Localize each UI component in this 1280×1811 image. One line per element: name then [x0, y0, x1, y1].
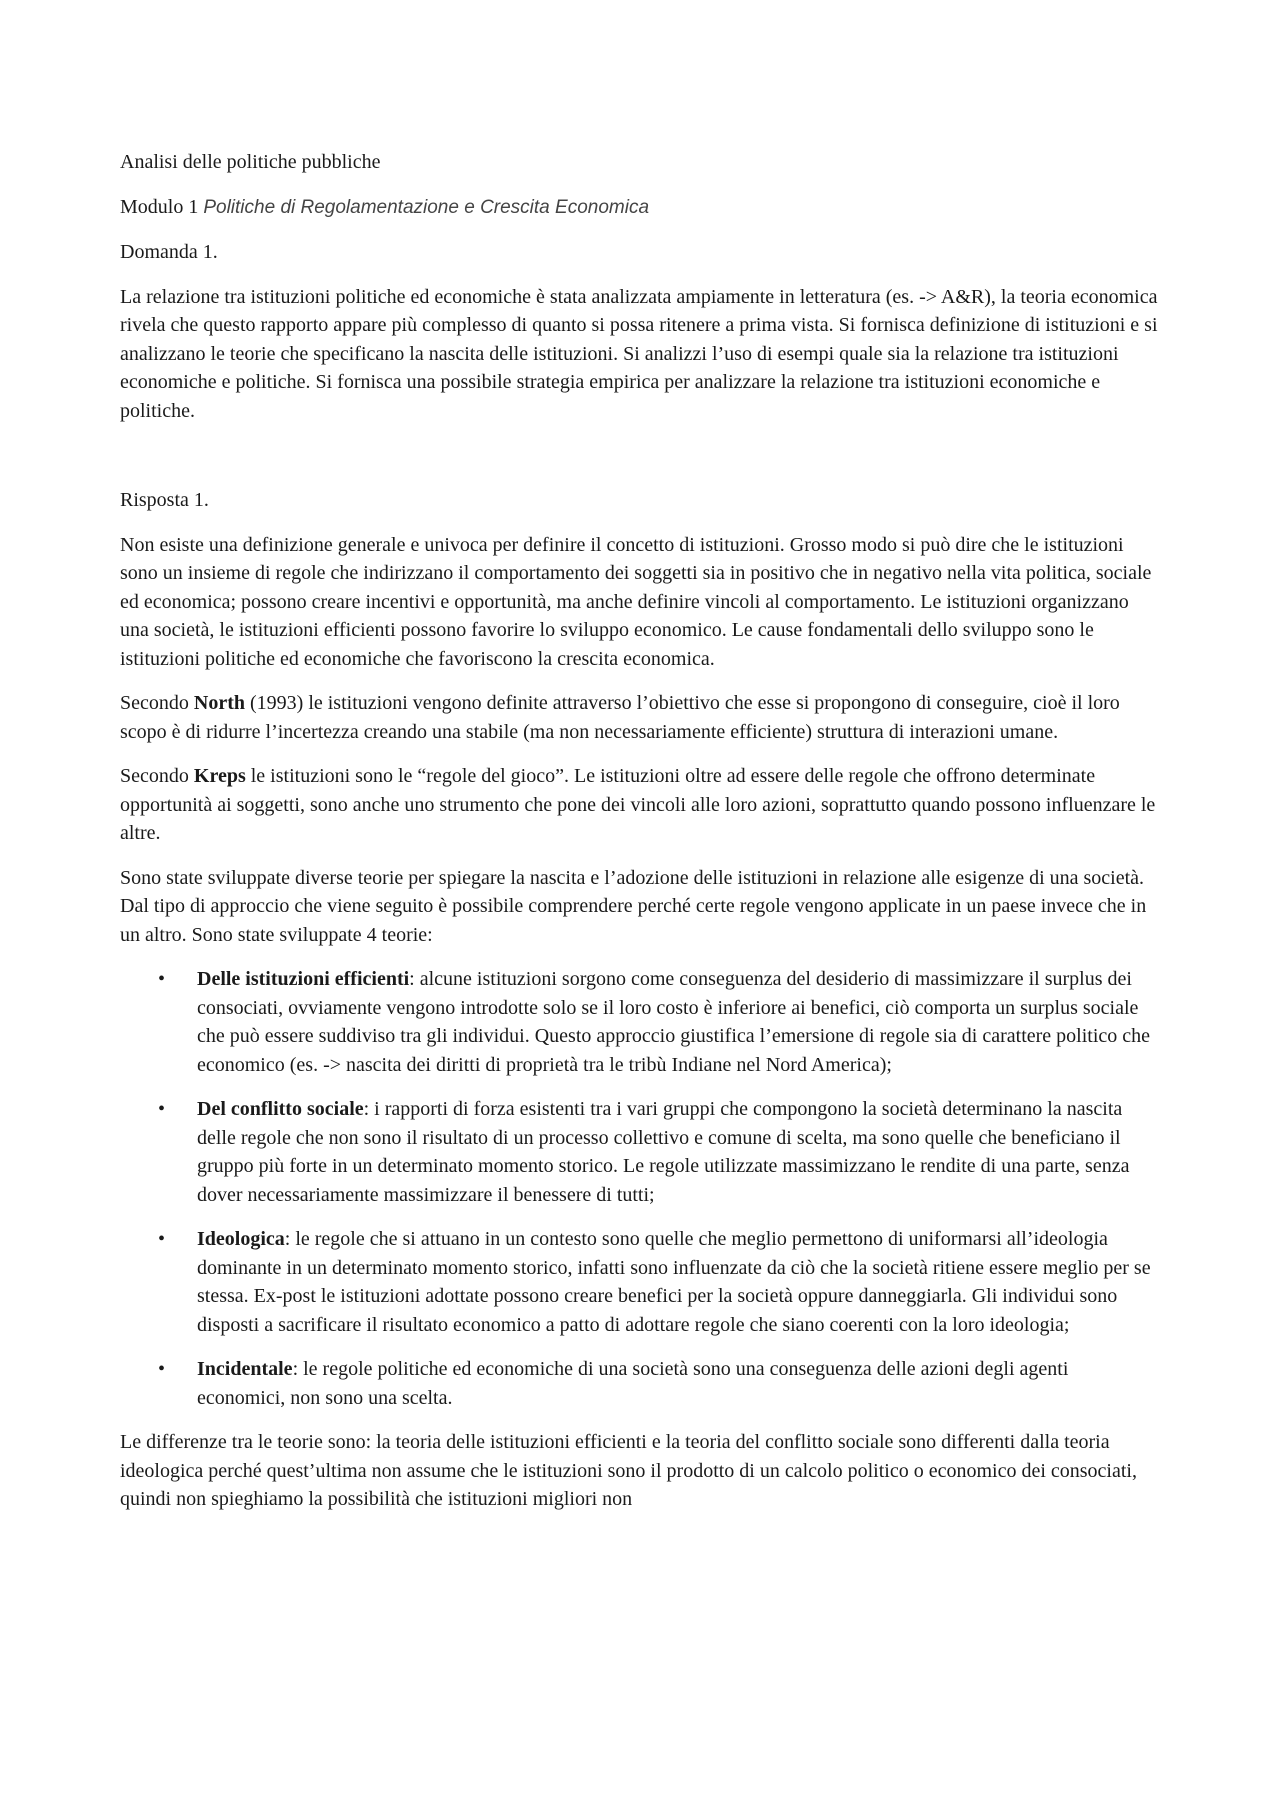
question-label: Domanda 1. — [120, 241, 218, 263]
theory-name: Ideologica — [197, 1228, 285, 1250]
north-name: North — [193, 692, 245, 714]
theory-text: : le regole che si attuano in un contesto sono quelle che meglio permettono di uniformarsi all’ideologia dominante in un determinato momento storico, infatti sono influenzate da ciò che la società ritiene essere meglio per se stessa. Ex-post le istituzioni adottate possono creare benefici per la società oppure danneggiarla. Gli individui sono disposti a sacrificare il risultato economico a patto di adottare regole che siano coerenti con la loro ideologia; — [197, 1228, 1151, 1336]
theory-text: : i rapporti di forza esistenti tra i vari gruppi che compongono la società determinano la nascita delle regole che non sono il risultato di un processo collettivo e comune di scelta, ma sono quelle che beneficiano il gruppo più forte in un determinato momento storico. Le regole utilizzate massimizzano le rendite di una parte, senza dover necessariamente massimizzare il benessere di tutti; — [197, 1098, 1130, 1206]
theory-name: Delle istituzioni efficienti — [197, 968, 410, 990]
list-item — [197, 1095, 1160, 1209]
module-label: Modulo 1 — [120, 195, 199, 218]
theory-text: : le regole politiche ed economiche di una società sono una conseguenza delle azioni degli agenti economici, non sono una scelta. — [197, 1358, 1069, 1409]
list-item — [197, 1355, 1160, 1412]
kreps-name: Kreps — [193, 765, 246, 787]
north-paragraph — [120, 689, 1160, 746]
theory-text: : alcune istituzioni sorgono come conseguenza del desiderio di massimizzare il surplus dei consociati, ovviamente vengono introdotte solo se il loro costo è inferiore ai benefici, ciò comporta un surplus sociale che può essere suddiviso tra gli individui. Questo approccio giustifica l’emersione di regole sia di carattere politico che economico (es. -> nascita dei diritti di proprietà tra le tribù Indiane nel Nord America); — [197, 968, 1151, 1076]
document-page — [120, 148, 1160, 1530]
theory-name: Incidentale — [197, 1358, 293, 1380]
answer-intro: Non esiste una definizione generale e univoca per definire il concetto di istituzioni. Grosso modo si può dire che le istituzioni sono un insieme di regole che indirizzano il comportamento dei soggetti sia in positivo che in negativo nella vita politica, sociale ed economica; possono creare incentivi e opportunità, ma anche definire vincoli al comportamento. Le istituzioni organizzano una società, le istituzioni efficienti possono favorire lo sviluppo economico. Le cause fondamentali dello sviluppo sono le istituzioni politiche ed economiche che favoriscono la crescita economica. — [120, 533, 1152, 670]
kreps-prefix: Secondo — [120, 765, 194, 787]
theories-intro: Sono state sviluppate diverse teorie per spiegare la nascita e l’adozione delle istituzioni in relazione alle esigenze di una società. Dal tipo di approccio che viene seguito è possibile comprendere perché certe regole vengono applicate in un paese invece che in un altro. Sono state sviluppate 4 teorie: — [120, 866, 1147, 946]
list-item — [197, 965, 1160, 1079]
course-title: Analisi delle politiche pubbliche — [120, 151, 381, 173]
theory-name: Del conflitto sociale — [197, 1098, 364, 1120]
list-item — [197, 1225, 1160, 1339]
north-prefix: Secondo — [120, 692, 194, 714]
question-text: La relazione tra istituzioni politiche ed economiche è stata analizzata ampiamente in letteratura (es. -> A&R), la teoria economica rivela che questo rapporto appare più complesso di quanto si possa ritenere a prima vista. Si fornisca definizione di istituzioni e si analizzano le teorie che specificano la nascita delle istituzioni. Si analizzi l’uso di esempi quale sia la relazione tra istituzioni economiche e politiche. Si fornisca una possibile strategia empirica per analizzare la relazione tra istituzioni economiche e politiche. — [120, 285, 1158, 422]
differences-paragraph: Le differenze tra le teorie sono: la teoria delle istituzioni efficienti e la teoria del conflitto sociale sono differenti dalla teoria ideologica perché quest’ultima non assume che le istituzioni sono il prodotto di un calcolo politico o economico dei consociati, quindi non spieghiamo la possibilità che istituzioni migliori non — [120, 1431, 1137, 1510]
theories-list — [120, 965, 1160, 1412]
answer-label: Risposta 1. — [120, 489, 209, 511]
section-gap — [120, 441, 1160, 486]
kreps-paragraph — [120, 762, 1160, 848]
kreps-text: le istituzioni sono le “regole del gioco”. Le istituzioni oltre ad essere delle regole che offrono determinate opportunità ai soggetti, sono anche uno strumento che pone dei vincoli alle loro azioni, soprattutto quando possono influenzare le altre. — [120, 765, 1156, 844]
module-title: Politiche di Regolamentazione e Crescita Economica — [203, 196, 650, 218]
north-text: (1993) le istituzioni vengono definite attraverso l’obiettivo che esse si propongono di conseguire, cioè il loro scopo è di ridurre l’incertezza creando una stabile (ma non necessariamente efficiente) struttura di interazioni umane. — [120, 692, 1120, 743]
module-heading — [120, 193, 1160, 223]
